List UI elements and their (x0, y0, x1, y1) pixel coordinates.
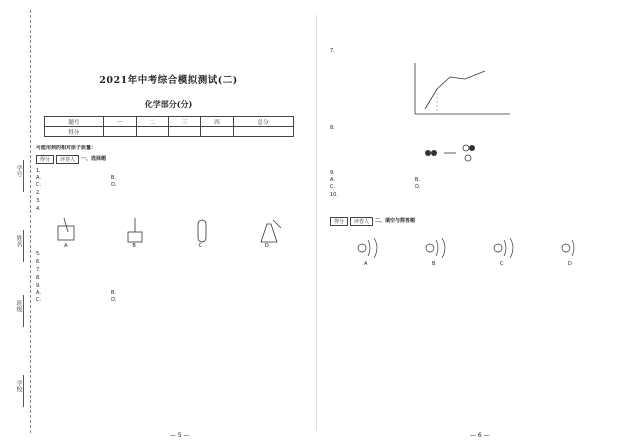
right-page (330, 30, 615, 430)
binding-strip (6, 10, 31, 433)
subject-title (36, 99, 301, 110)
question-number: 7. (36, 267, 41, 273)
option-b[interactable]: B. (414, 177, 420, 183)
score-cell[interactable] (104, 127, 136, 137)
grader-box-score: 得分 (36, 155, 54, 164)
figure-label: C (198, 243, 203, 249)
binding-label-school: 学校 (15, 380, 22, 392)
question-options (36, 182, 301, 189)
atomic-mass-line: 可能用到的相对原子质量： (36, 145, 97, 151)
score-cell[interactable] (168, 127, 200, 137)
question-number: 9. (330, 170, 335, 176)
atom-icon (554, 236, 592, 260)
page-number-left: — 5 — (170, 432, 190, 439)
atom-icon (418, 236, 456, 260)
section-one-header (36, 155, 301, 164)
beaker-icon (50, 216, 88, 246)
flask-figure (249, 216, 287, 249)
question-number: 8. (330, 125, 335, 131)
score-header: 总分 (233, 117, 293, 127)
molecule-icon (420, 142, 490, 164)
grader-box-grader: 评卷人 (56, 155, 79, 164)
question-number: 2. (36, 190, 41, 196)
question-number: 9. (36, 283, 41, 289)
option-b[interactable]: B. (110, 290, 116, 296)
question-options (36, 290, 301, 297)
option-a[interactable]: A. (36, 175, 41, 181)
dropper-icon (116, 216, 154, 246)
binding-blank-line (23, 375, 24, 407)
molecule-diagram (420, 142, 615, 164)
binding-label-name: 姓名 (15, 235, 22, 247)
option-a[interactable]: A. (330, 177, 335, 183)
question-number: 6. (36, 259, 41, 265)
atom-label: D (568, 261, 572, 267)
atom-label: C (500, 261, 504, 267)
binding-blank-line (23, 295, 24, 327)
beaker-figure (50, 216, 88, 249)
question-number: 8. (36, 275, 41, 281)
page-divider (316, 15, 317, 430)
line-graph-figure (405, 59, 515, 121)
option-d[interactable]: D. (111, 182, 117, 188)
page-number-right-value: 6 (477, 432, 482, 439)
option-b[interactable]: B. (110, 175, 116, 181)
option-d[interactable]: D. (415, 184, 421, 190)
atom-diagram (554, 236, 592, 267)
atom-icon (350, 236, 388, 260)
atom-label: A (364, 261, 368, 267)
question-number: 3. (36, 198, 41, 204)
question-number: 1. (36, 168, 41, 174)
score-header: 四 (201, 117, 233, 127)
option-a[interactable]: A. (36, 290, 41, 296)
atomic-structure-diagrams (350, 236, 615, 267)
question-number: 5. (36, 251, 41, 257)
atom-diagram (486, 236, 524, 267)
grader-box-grader: 评卷人 (350, 217, 373, 226)
atom-diagram (350, 236, 388, 267)
atom-diagram (418, 236, 456, 267)
section-two-label: 二、填空与简答题 (375, 217, 416, 224)
score-header: 二 (136, 117, 168, 127)
left-page (36, 30, 301, 430)
score-header: 一 (104, 117, 136, 127)
score-header: 三 (168, 117, 200, 127)
section-one-label: 一、选择题 (81, 155, 107, 162)
binding-label-student-id: 学号 (15, 165, 22, 177)
page-number-left-value: 5 (177, 432, 182, 439)
figure-label: A (64, 243, 68, 249)
score-cell[interactable] (136, 127, 168, 137)
score-header: 题号 (44, 117, 104, 127)
figure-label: B (132, 243, 136, 249)
question-number: 10. (330, 192, 338, 198)
solubility-graph (405, 59, 515, 121)
question-number: 7. (330, 48, 335, 54)
score-table (44, 116, 294, 137)
binding-blank-line (23, 230, 24, 262)
apparatus-figures (36, 216, 301, 249)
binding-blank-line (23, 160, 24, 192)
score-cell[interactable] (233, 127, 293, 137)
section-two-header (330, 217, 615, 226)
option-c[interactable]: C. (36, 297, 42, 303)
page-number-right: — 6 — (470, 432, 490, 439)
grader-box-score: 得分 (330, 217, 348, 226)
subject-score-suffix: 分) (180, 99, 193, 109)
option-d[interactable]: D. (111, 297, 117, 303)
question-options (36, 175, 301, 182)
figure-label: D (264, 243, 269, 249)
test-tube-figure (183, 216, 221, 249)
flask-icon (249, 216, 287, 246)
test-tube-icon (183, 216, 221, 246)
exam-title: 2021年中考综合模拟测试(二) (99, 75, 238, 86)
score-row-label: 得分 (44, 127, 104, 137)
question-options (36, 297, 301, 304)
question-options (330, 177, 615, 184)
atom-label: B (432, 261, 436, 267)
dropper-figure (116, 216, 154, 249)
atom-icon (486, 236, 524, 260)
score-cell[interactable] (201, 127, 233, 137)
question-number: 4. (36, 206, 41, 212)
subject-title-text: 化学部分( (144, 99, 181, 109)
binding-label-class: 班级 (15, 300, 22, 312)
option-c[interactable]: C. (36, 182, 42, 188)
option-c[interactable]: C. (330, 184, 336, 190)
question-options (330, 184, 615, 191)
